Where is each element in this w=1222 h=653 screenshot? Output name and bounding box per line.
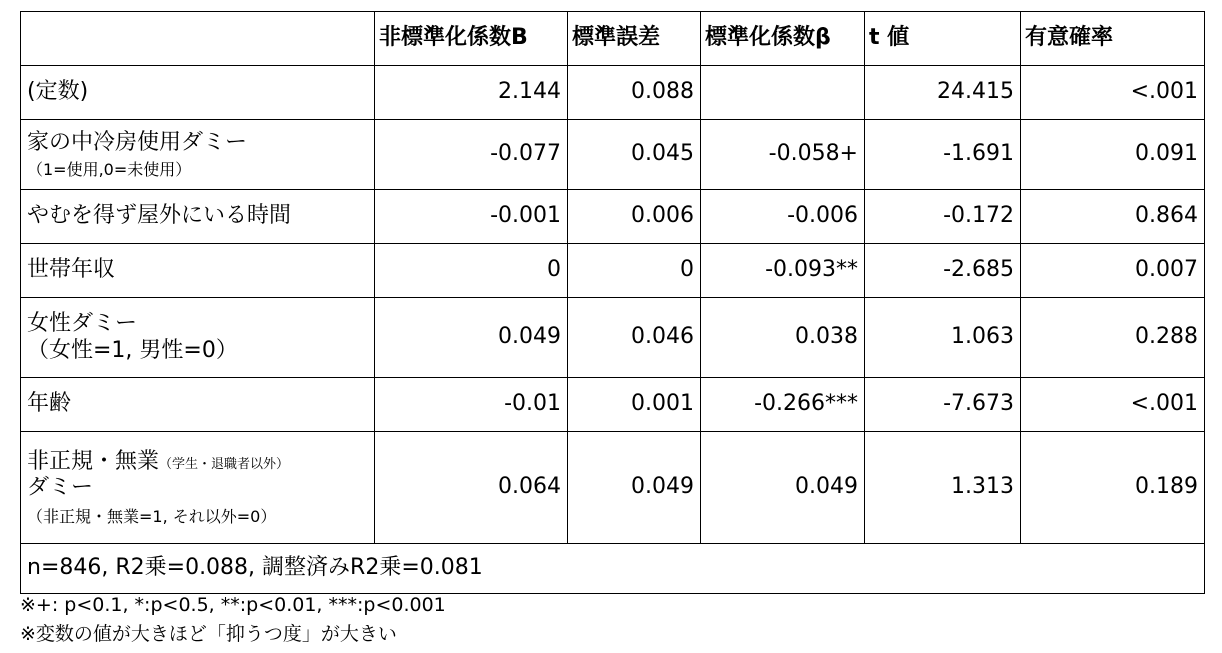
cell-p: 0.091 bbox=[1021, 120, 1205, 190]
cell-b: 0 bbox=[375, 244, 568, 298]
row-label: 家の中冷房使用ダミー bbox=[27, 129, 248, 155]
cell-se: 0.001 bbox=[568, 378, 701, 432]
row-label-cell bbox=[21, 432, 375, 544]
row-label-note: （学生・退職者以外） bbox=[159, 456, 290, 472]
header-std-coef: 標準化係数β bbox=[701, 12, 865, 66]
cell-p: 0.007 bbox=[1021, 244, 1205, 298]
row-label-cell bbox=[21, 120, 375, 190]
cell-p: 0.189 bbox=[1021, 432, 1205, 544]
significance-note: ※+: p<0.1, *:p<0.5, **:p<0.01, ***:p<0.001 bbox=[20, 594, 446, 616]
row-label: 世帯年収 bbox=[21, 244, 375, 298]
cell-se: 0.006 bbox=[568, 190, 701, 244]
cell-beta: -0.058+ bbox=[701, 120, 865, 190]
row-label-line2: ダミー bbox=[27, 474, 94, 500]
table-row bbox=[21, 190, 1205, 244]
cell-t: -7.673 bbox=[865, 378, 1021, 432]
cell-beta: 0.049 bbox=[701, 432, 865, 544]
cell-se: 0.088 bbox=[568, 66, 701, 120]
row-label: 年齢 bbox=[21, 378, 375, 432]
cell-t: -2.685 bbox=[865, 244, 1021, 298]
cell-p: <.001 bbox=[1021, 66, 1205, 120]
cell-beta bbox=[701, 66, 865, 120]
row-label: 非正規・無業 bbox=[27, 448, 160, 474]
cell-p: <.001 bbox=[1021, 378, 1205, 432]
header-significance: 有意確率 bbox=[1021, 12, 1205, 66]
header-row bbox=[21, 12, 1205, 66]
header-std-error: 標準誤差 bbox=[568, 12, 701, 66]
cell-se: 0.049 bbox=[568, 432, 701, 544]
cell-se: 0.046 bbox=[568, 298, 701, 378]
cell-se: 0 bbox=[568, 244, 701, 298]
cell-t: 1.063 bbox=[865, 298, 1021, 378]
cell-t: 1.313 bbox=[865, 432, 1021, 544]
cell-b: 2.144 bbox=[375, 66, 568, 120]
cell-p: 0.864 bbox=[1021, 190, 1205, 244]
cell-t: -0.172 bbox=[865, 190, 1021, 244]
cell-b: 0.049 bbox=[375, 298, 568, 378]
cell-b: -0.01 bbox=[375, 378, 568, 432]
row-label: やむを得ず屋外にいる時間 bbox=[21, 190, 375, 244]
header-t-value: t 値 bbox=[865, 12, 1021, 66]
row-sublabel: （1=使用,0=未使用） bbox=[27, 160, 192, 180]
cell-b: -0.077 bbox=[375, 120, 568, 190]
table-row bbox=[21, 378, 1205, 432]
cell-t: -1.691 bbox=[865, 120, 1021, 190]
header-blank bbox=[21, 12, 375, 66]
footer-row bbox=[21, 544, 1205, 594]
regression-table bbox=[20, 11, 1205, 594]
cell-b: 0.064 bbox=[375, 432, 568, 544]
table-row bbox=[21, 244, 1205, 298]
cell-beta: -0.006 bbox=[701, 190, 865, 244]
model-fit-summary: n=846, R2乗=0.088, 調整済みR2乗=0.081 bbox=[21, 544, 1205, 594]
table-row bbox=[21, 432, 1205, 544]
row-sublabel: （非正規・無業=1, それ以外=0） bbox=[27, 507, 277, 527]
row-label-cell bbox=[21, 298, 375, 378]
cell-b: -0.001 bbox=[375, 190, 568, 244]
row-label: (定数) bbox=[21, 66, 375, 120]
cell-se: 0.045 bbox=[568, 120, 701, 190]
table-row bbox=[21, 66, 1205, 120]
header-unstd-coef: 非標準化係数B bbox=[375, 12, 568, 66]
table-row bbox=[21, 298, 1205, 378]
cell-beta: -0.093** bbox=[701, 244, 865, 298]
cell-p: 0.288 bbox=[1021, 298, 1205, 378]
row-sublabel: （女性=1, 男性=0） bbox=[27, 337, 238, 363]
variable-note: ※変数の値が大きほど「抑うつ度」が大きい bbox=[20, 623, 397, 645]
cell-beta: 0.038 bbox=[701, 298, 865, 378]
row-label: 女性ダミー bbox=[27, 311, 138, 337]
table-row bbox=[21, 120, 1205, 190]
cell-t: 24.415 bbox=[865, 66, 1021, 120]
cell-beta: -0.266*** bbox=[701, 378, 865, 432]
